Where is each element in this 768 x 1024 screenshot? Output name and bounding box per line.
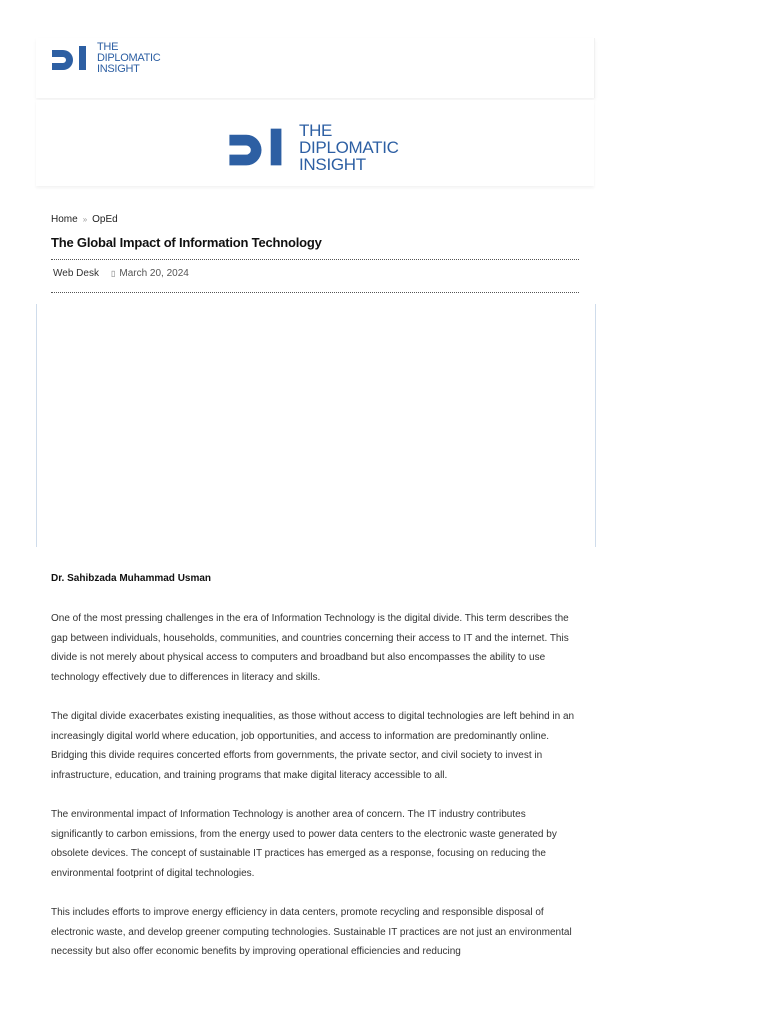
site-logo[interactable] bbox=[52, 41, 160, 75]
calendar-icon: ▯ bbox=[110, 269, 116, 278]
article-meta bbox=[53, 268, 189, 279]
banner-logo[interactable] bbox=[229, 121, 399, 173]
title-divider bbox=[51, 259, 579, 260]
article-byline: Dr. Sahibzada Muhammad Usman bbox=[51, 573, 212, 584]
publish-date bbox=[111, 268, 189, 279]
banner-logo-text bbox=[299, 122, 399, 173]
di-logo-mark-icon bbox=[229, 121, 291, 173]
logo-text bbox=[97, 42, 160, 75]
breadcrumb-separator-icon: » bbox=[82, 215, 88, 224]
banner-logo-line-3: INSIGHT bbox=[299, 154, 366, 174]
di-logo-mark-icon bbox=[52, 41, 92, 75]
breadcrumb-category-link[interactable]: OpEd bbox=[92, 214, 118, 225]
meta-divider bbox=[51, 292, 579, 293]
logo-line-2: DIPLOMATIC bbox=[97, 51, 161, 64]
article-paragraph: This includes efforts to improve energy efficiency in data centers, promote recycling and responsible disposal of electronic waste, and develop greener computing technologies. Sustainable IT practices are not just an environmental necessity but also offer economic benefits by improving operational efficiencies and reducing bbox=[51, 906, 572, 958]
banner-logo-line-2: DIPLOMATIC bbox=[299, 137, 399, 157]
author-link[interactable]: Web Desk bbox=[53, 268, 99, 279]
logo-line-1: THE bbox=[97, 40, 119, 53]
site-header bbox=[36, 38, 595, 98]
banner-logo-line-1: THE bbox=[299, 120, 333, 140]
publish-date-text: March 20, 2024 bbox=[119, 268, 189, 279]
article-paragraph: The digital divide exacerbates existing inequalities, as those without access to digital technologies are left behind in an increasingly digital world where education, job opportunities, and access to information are predominantly online. Bridging this divide requires concerted efforts from governments, the private sector, and civil society to invest in infrastructure, education, and training programs that make digital literacy accessible to all. bbox=[51, 710, 575, 781]
article-body bbox=[51, 609, 579, 981]
breadcrumb bbox=[51, 214, 118, 225]
featured-media-placeholder bbox=[36, 304, 596, 547]
article-title: The Global Impact of Information Technology bbox=[51, 235, 322, 250]
article-paragraph: One of the most pressing challenges in the era of Information Technology is the digital divide. This term describes the gap between individuals, households, communities, and countries concerning their access to IT and the internet. This divide is not merely about physical access to computers and broadband but also encompasses the ability to use technology effectively due to differences in literacy and skills. bbox=[51, 613, 569, 683]
article-paragraph: The environmental impact of Information Technology is another area of concern. The IT industry contributes significantly to carbon emissions, from the energy used to power data centers to the electronic waste generated by obsolete devices. The concept of sustainable IT practices has emerged as a response, focusing on reducing the environmental footprint of digital technologies. bbox=[51, 808, 557, 879]
breadcrumb-home-link[interactable]: Home bbox=[51, 214, 78, 225]
logo-line-3: INSIGHT bbox=[97, 62, 140, 75]
